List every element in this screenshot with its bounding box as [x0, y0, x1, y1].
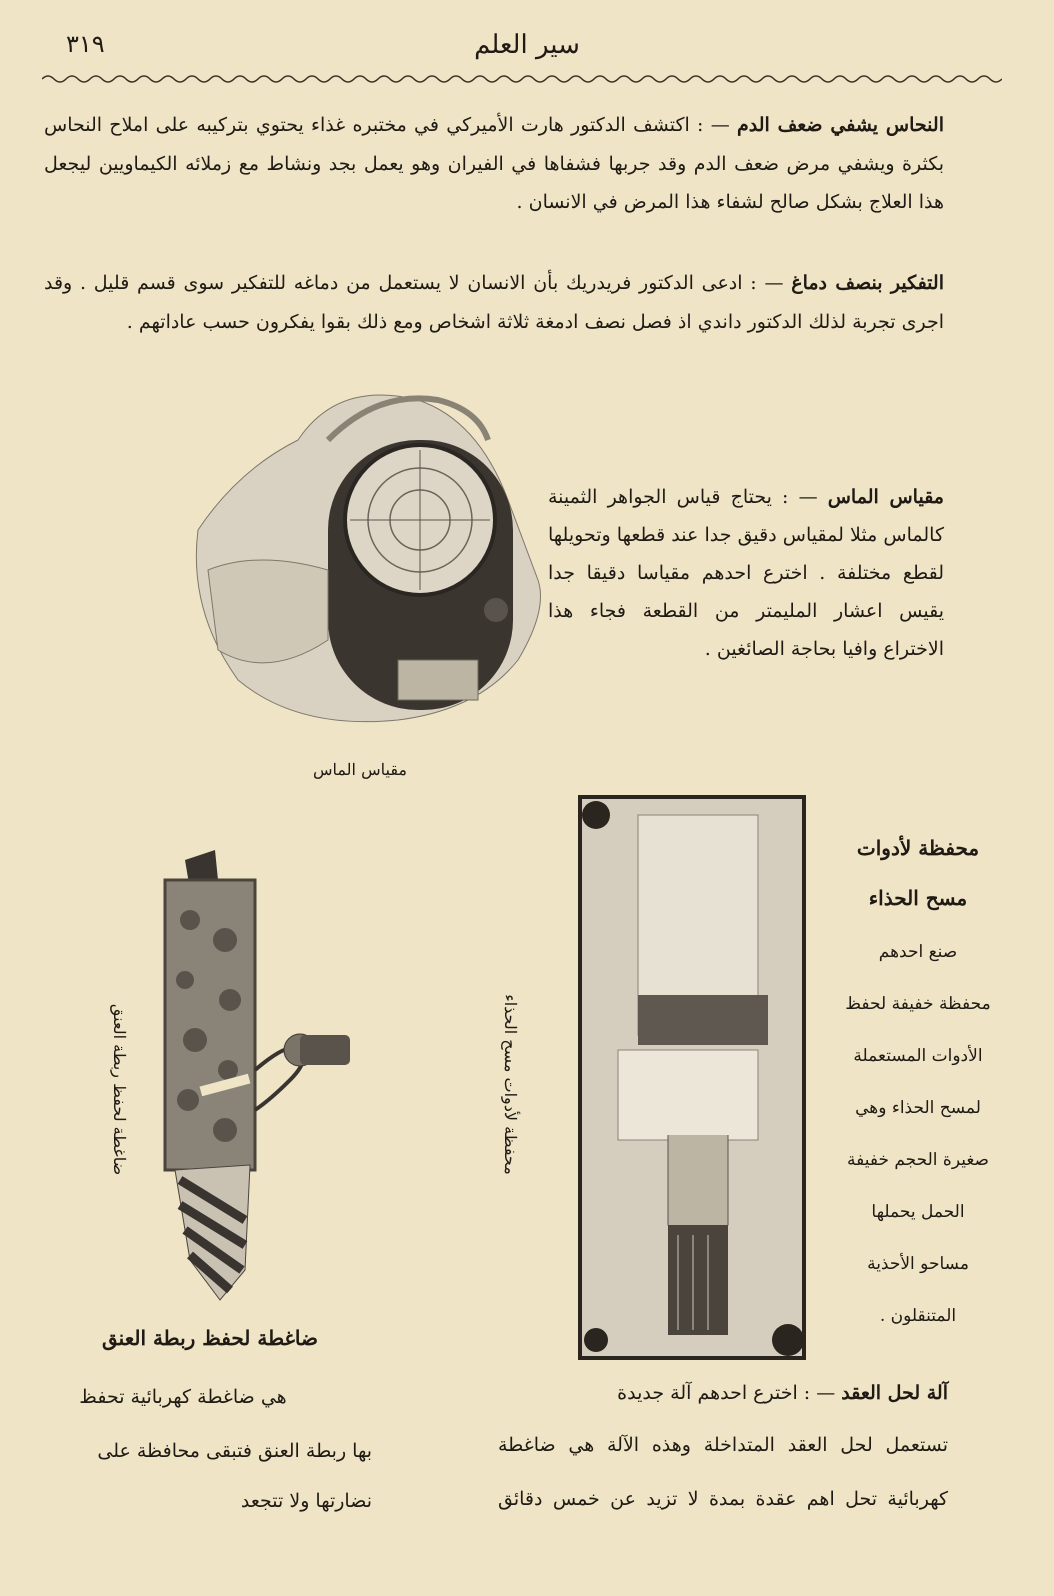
shoe-kit-title-2: مسح الحذاء — [868, 886, 968, 910]
tie-press-line: نضارتها ولا تتجعد — [240, 1490, 372, 1512]
article-copper: النحاس يشفي ضعف الدم — : اكتشف الدكتور هارت الأميركي في مختبره غذاء يحتوي بتركيبه على املاح النحاس بكثرة ويشفي مرض ضعف الدم وقد جربها فشفاها في الفيران وهو يعمل بجد ونشاط مع زملائه الكيماويين ليجعل هذا العلاج بشكل صالح لشفاء هذا المرض في الانسان . — [44, 114, 944, 213]
article-copper-title: النحاس يشفي ضعف الدم — [736, 114, 944, 136]
running-title: سير العلم — [474, 30, 580, 60]
shoe-kit-line: لمسح الحذاء وهي — [855, 1098, 981, 1118]
article-diamond-gauge-body: يحتاج قياس الجواهر الثمينة كالماس مثلا لمقياس دقيق جدا عند قطعها وتحويلها لقطع مختلفة . اخترع احدهم مقياسا دقيقا جدا يقيس اعشار المليمتر من القطعة فجاء هذا الاختراع وافيا بحاجة الصائغين . — [548, 486, 944, 660]
article-diamond-gauge: مقياس الماس — : يحتاج قياس الجواهر الثمينة كالماس مثلا لمقياس دقيق جدا عند قطعها وتحويلها لقطع مختلفة . اخترع احدهم مقياسا دقيقا جدا يقيس اعشار المليمتر من القطعة فجاء هذا الاختراع وافيا بحاجة الصائغين . — [548, 486, 944, 660]
wavy-rule — [42, 72, 1002, 86]
shoe-kit-line: مساحو الأحذية — [867, 1254, 969, 1274]
knot-machine-title: آلة لحل العقد — [841, 1382, 948, 1404]
article-half-brain: التفكير بنصف دماغ — : ادعى الدكتور فريدريك بأن الانسان لا يستعمل من دماغه للتفكير سوى قسم قليل . وقد اجرى تجربة لذلك الدكتور داندي اذ فصل نصف ادمغة ثلاثة اشخاص ومع ذلك بقوا يفكرون حسب عاداتهم . — [44, 272, 944, 333]
article-diamond-gauge-title: مقياس الماس — [827, 486, 944, 508]
shoe-kit-line: الأدوات المستعملة — [853, 1046, 983, 1066]
shoe-kit-title-1: محفظة لأدوات — [856, 836, 980, 860]
diamond-gauge-photo — [178, 380, 550, 730]
tie-press-line: بها ربطة العنق فتبقى محافظة على — [97, 1440, 372, 1462]
shoe-kit-photo — [578, 795, 806, 1360]
article-half-brain-title: التفكير بنصف دماغ — [791, 272, 944, 294]
article-copper-body: اكتشف الدكتور هارت الأميركي في مختبره غذاء يحتوي بتركيبه على املاح النحاس بكثرة ويشفي مرض ضعف الدم وقد جربها فشفاها في الفيران وهو يعمل بجد ونشاط مع زملائه الكيماويين ليجعل هذا العلاج بشكل صالح لشفاء هذا المرض في الانسان . — [44, 114, 944, 213]
shoe-kit-line: صنع احدهم — [878, 942, 958, 962]
shoe-kit-caption: محفظة لأدوات مسح الحذاء — [500, 994, 520, 1175]
knot-machine-line-1: آلة لحل العقد — : اخترع احدهم آلة جديدة — [617, 1382, 948, 1404]
knot-machine-line: كهربائية تحل اهم عقدة بمدة لا تزيد عن خمس دقائق — [498, 1488, 948, 1510]
article-half-brain-body: ادعى الدكتور فريدريك بأن الانسان لا يستعمل من دماغه للتفكير سوى قسم قليل . وقد اجرى تجربة لذلك الدكتور داندي اذ فصل نصف ادمغة ثلاثة اشخاص ومع ذلك بقوا يفكرون حسب عاداتهم . — [44, 272, 944, 333]
shoe-kit-line: محفظة خفيفة لحفظ — [845, 994, 991, 1014]
shoe-kit-line: الحمل يحملها — [871, 1202, 965, 1222]
knot-machine-line: تستعمل لحل العقد المتداخلة وهذه الآلة هي ضاغطة — [498, 1434, 948, 1456]
tie-press-caption: ضاغطة لحفظ ربطة العنق — [110, 1003, 130, 1176]
diamond-gauge-caption: مقياس الماس — [313, 760, 407, 779]
tie-press-photo — [150, 850, 370, 1320]
shoe-kit-line: المتنقلون . — [879, 1306, 957, 1326]
page-number: ٣١٩ — [66, 30, 105, 58]
shoe-kit-line: صغيرة الحجم خفيفة — [847, 1150, 989, 1170]
tie-press-title: ضاغطة لحفظ ربطة العنق — [101, 1326, 319, 1350]
tie-press-line: هي ضاغطة كهربائية تحفظ — [79, 1386, 287, 1408]
